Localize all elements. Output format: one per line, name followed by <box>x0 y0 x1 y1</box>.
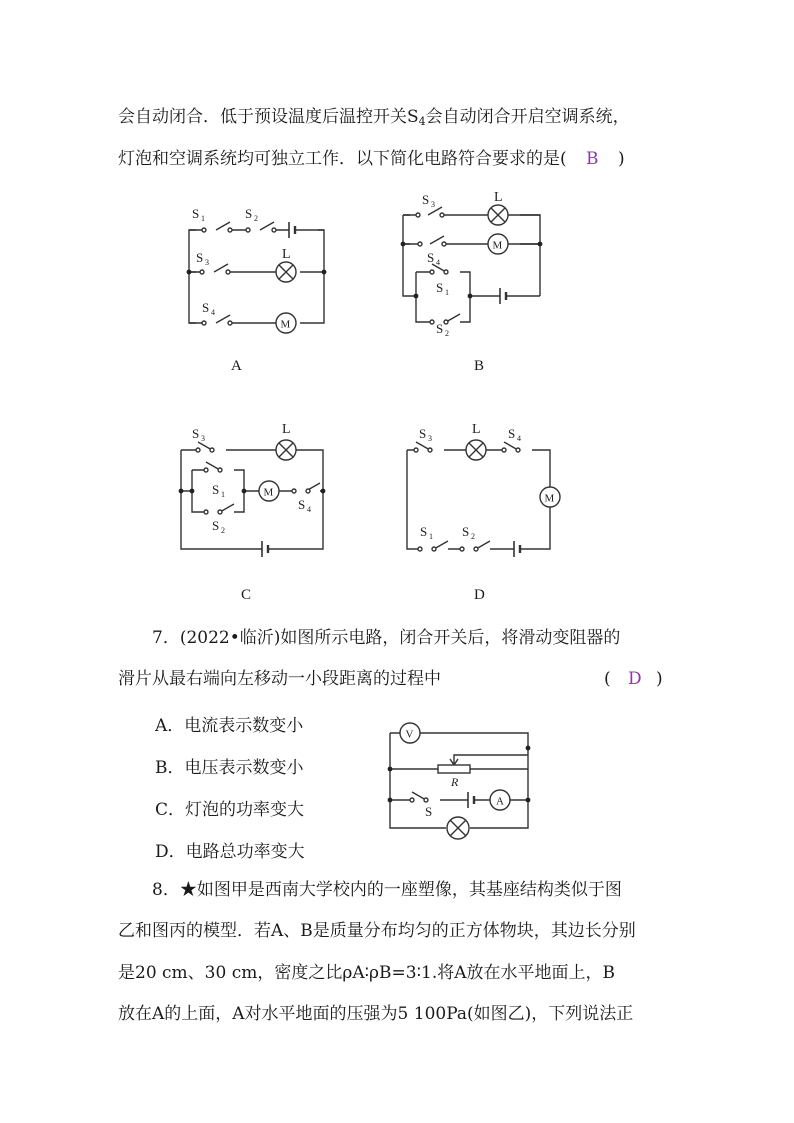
q7-rheostat-label: R <box>451 775 459 789</box>
d-motor-label: M <box>544 492 555 505</box>
a-motor-label: M <box>280 318 291 331</box>
c-s2-sub: 2 <box>221 526 225 535</box>
b-s3-sub: 3 <box>431 200 435 209</box>
c-s1-sub: 1 <box>221 490 225 499</box>
a-s3-label: S <box>196 250 204 265</box>
d-lamp-label: L <box>472 422 481 437</box>
q7-option-d: D．电路总功率变大 <box>155 842 305 862</box>
d-s4-sub: 4 <box>517 434 521 443</box>
caption-c: C <box>241 587 252 603</box>
a-s4-sub: 4 <box>211 308 215 317</box>
c-s1-label: S <box>212 482 220 497</box>
b-s4-label: S <box>427 250 435 265</box>
q7-voltmeter-label: V <box>405 728 414 741</box>
q7-open-paren: ( <box>604 669 611 689</box>
d-s4-label: S <box>508 426 516 441</box>
circuit-a <box>187 222 327 333</box>
q6-line-1-post: 会自动闭合开启空调系统， <box>425 107 630 127</box>
q7-answer: D <box>628 669 642 689</box>
a-s2-sub: 2 <box>254 214 258 223</box>
q8-line-4: 放在A的上面，A对水平地面的压强为5 100Pa(如图乙)，下列说法正 <box>118 1004 634 1024</box>
b-s2-label: S <box>436 321 444 336</box>
a-lamp-label: L <box>282 247 291 262</box>
b-s1-sub: 1 <box>445 288 449 297</box>
q7-close-paren: ) <box>656 669 663 689</box>
a-s2-label: S <box>245 206 253 221</box>
b-lamp-label: L <box>494 190 503 205</box>
q6-line-1-sub: 4 <box>418 115 426 128</box>
d-s3-sub: 3 <box>428 434 432 443</box>
d-s1-sub: 1 <box>429 532 433 541</box>
a-s1-label: S <box>192 206 200 221</box>
q7-option-b: B．电压表示数变小 <box>155 758 304 778</box>
caption-a: A <box>231 358 242 374</box>
a-s4-label: S <box>202 300 210 315</box>
q6-close-paren: ) <box>617 149 625 169</box>
q8-line-1: 8．★如图甲是西南大学校内的一座塑像，其基座结构类似于图 <box>152 880 622 900</box>
q8-line-3: 是20 cm、30 cm，密度之比ρA∶ρB=3∶1.将A放在水平地面上，B <box>118 963 616 983</box>
q7-line-2-text: 滑片从最右端向左移动一小段距离的过程中 <box>118 669 441 689</box>
b-s1-label: S <box>436 280 444 295</box>
q7-line-1: 7．(2022•临沂)如图所示电路，闭合开关后，将滑动变阻器的 <box>152 628 621 648</box>
c-s4-label: S <box>298 497 306 512</box>
q7-switch-label: S <box>425 804 433 819</box>
b-motor-label: M <box>492 239 503 252</box>
a-s1-sub: 1 <box>201 214 205 223</box>
caption-d: D <box>474 587 485 603</box>
caption-b: B <box>474 358 485 374</box>
d-s1-label: S <box>420 524 428 539</box>
q7-option-c: C．灯泡的功率变大 <box>155 800 305 820</box>
q6-line-1-pre: 会自动闭合．低于预设温度后温控开关S <box>118 107 419 127</box>
c-lamp-label: L <box>282 422 291 437</box>
circuit-b <box>401 205 543 324</box>
c-s3-sub: 3 <box>201 434 205 443</box>
a-s3-sub: 3 <box>205 258 209 267</box>
c-s3-label: S <box>192 426 200 441</box>
d-s2-label: S <box>462 524 470 539</box>
c-motor-label: M <box>263 486 274 499</box>
q7-ammeter-label: A <box>496 795 504 808</box>
d-s3-label: S <box>419 426 427 441</box>
b-s2-sub: 2 <box>445 329 449 338</box>
c-s2-label: S <box>212 518 220 533</box>
q6-answer: B <box>586 149 599 169</box>
b-s4-sub: 4 <box>436 258 440 267</box>
b-s3-label: S <box>422 192 430 207</box>
q7-line-2 <box>118 668 663 690</box>
q7-option-a: A．电流表示数变小 <box>155 716 304 736</box>
c-s4-sub: 4 <box>307 505 311 514</box>
q8-line-2: 乙和图丙的模型．若A、B是质量分布均匀的正方体物块，其边长分别 <box>118 921 636 941</box>
q6-line-2-text: 灯泡和空调系统均可独立工作．以下简化电路符合要求的是( <box>118 149 567 169</box>
d-s2-sub: 2 <box>471 532 475 541</box>
